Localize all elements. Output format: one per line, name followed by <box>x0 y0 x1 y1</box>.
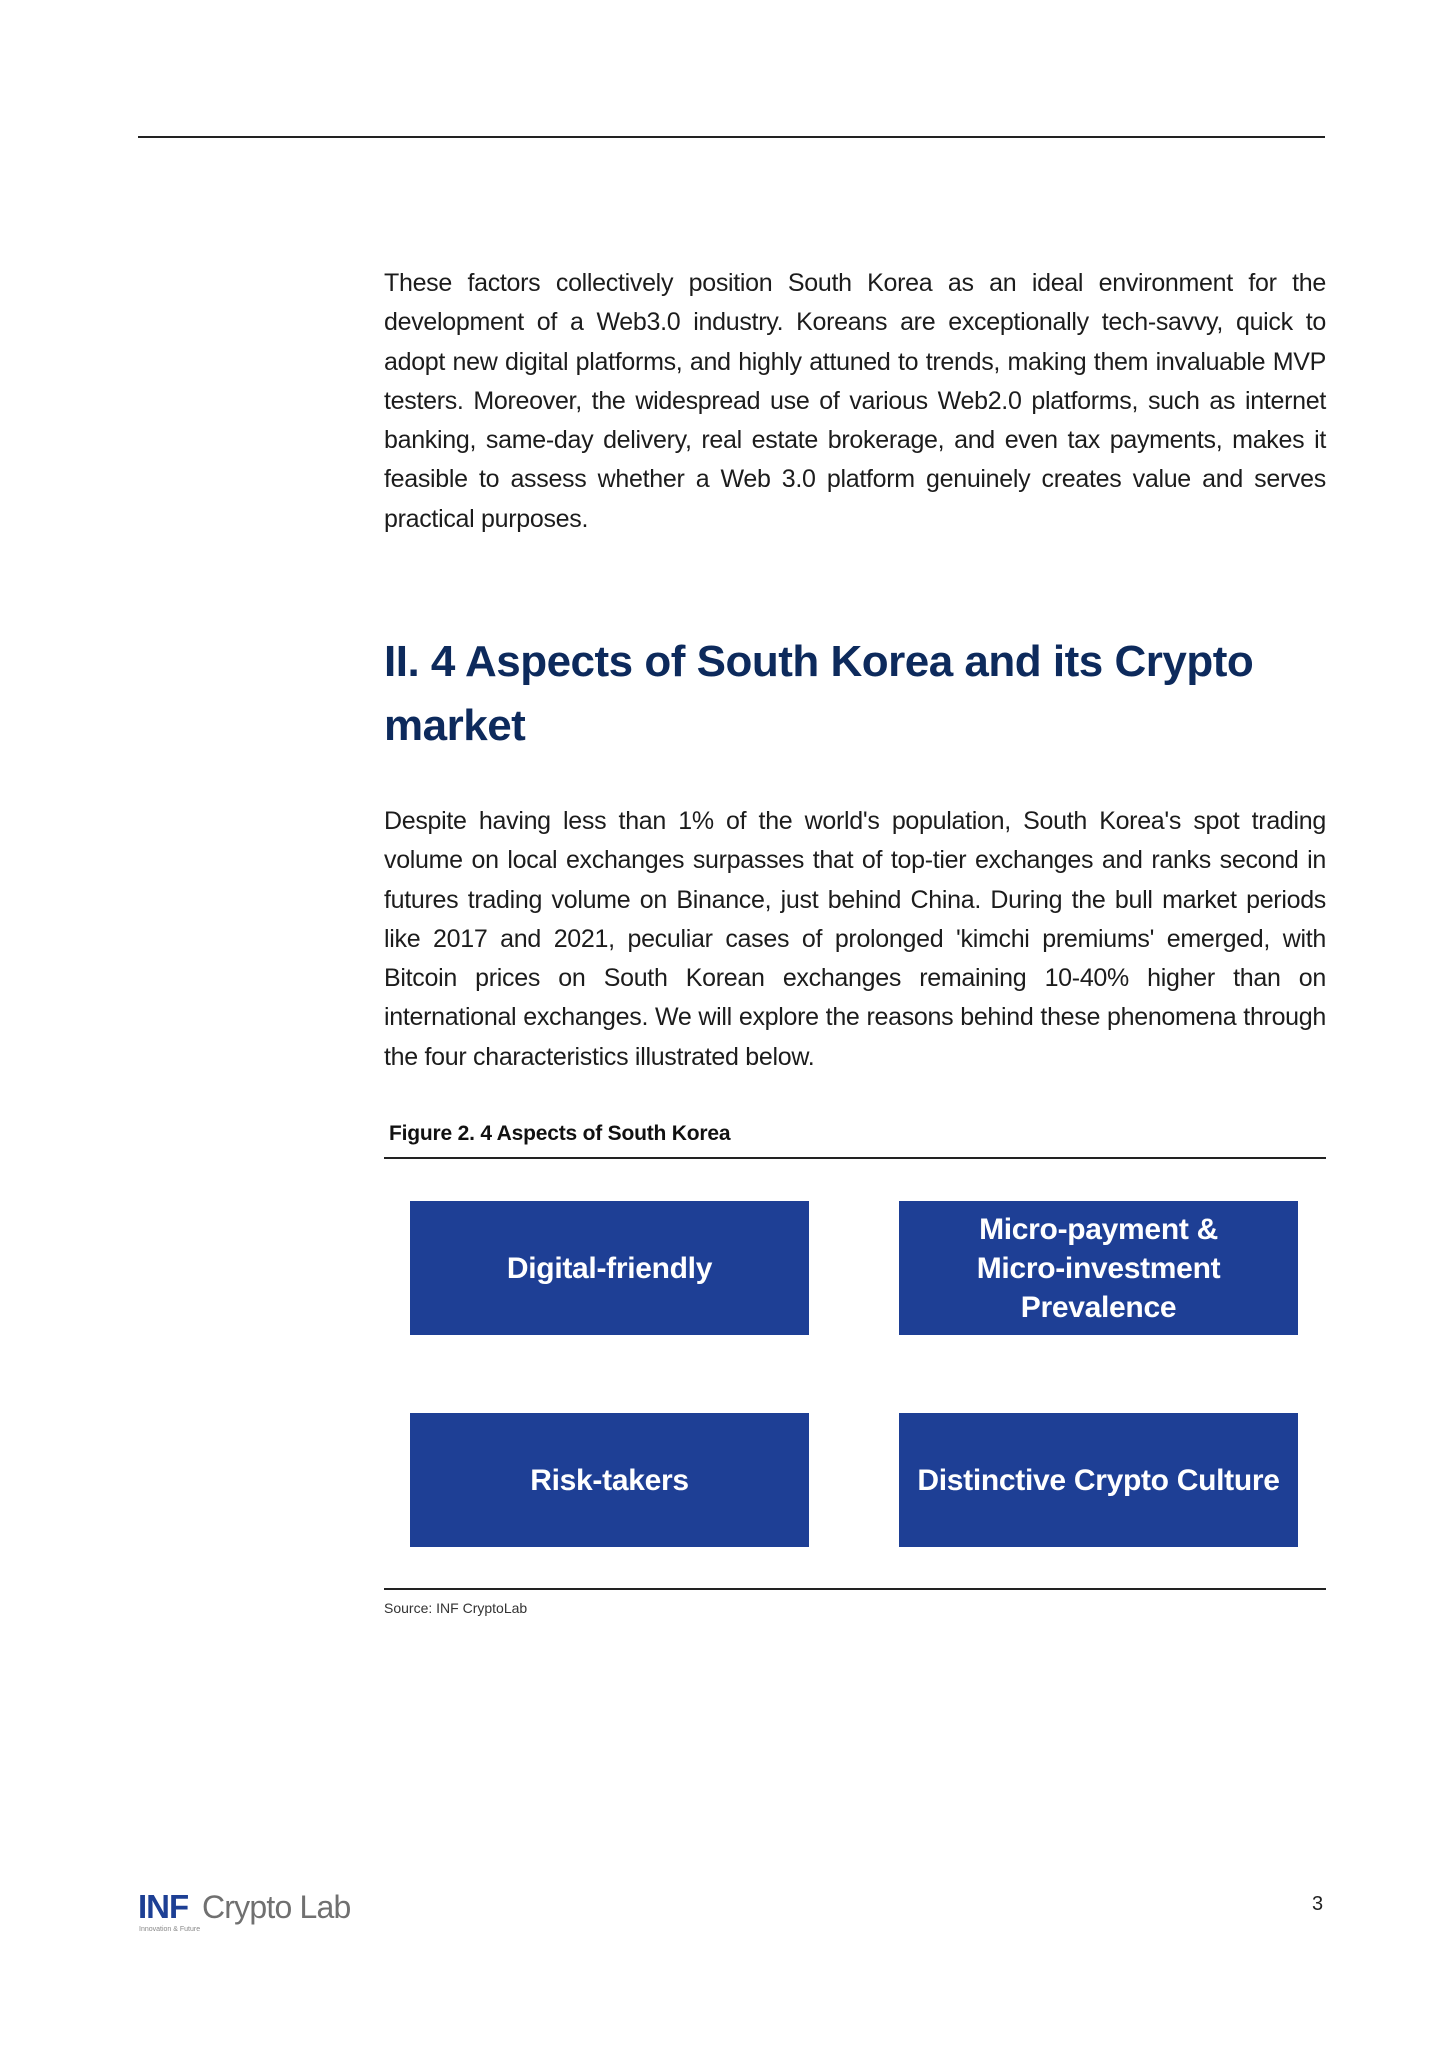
aspect-box-digital-friendly: Digital-friendly <box>410 1201 809 1335</box>
figure-bottom-rule <box>384 1588 1326 1590</box>
aspect-box-risk-takers: Risk-takers <box>410 1413 809 1547</box>
header-rule <box>138 136 1325 138</box>
figure-title: Figure 2. 4 Aspects of South Korea <box>389 1122 731 1145</box>
aspect-box-micro-payment: Micro-payment & Micro-investment Prevalence <box>899 1201 1298 1335</box>
page-number: 3 <box>1312 1893 1324 1915</box>
logo-tagline: Innovation & Future <box>139 1926 201 1933</box>
logo-cryptolab-text: Crypto Lab <box>202 1889 351 1925</box>
section-heading: II. 4 Aspects of South Korea and its Crypto market <box>384 637 1254 750</box>
section-paragraph: Despite having less than 1% of the world's population, South Korea's spot trading volume on local exchanges surpasses that of top-tier exchanges and ranks second in futures trading volume on Binance, just behind China. During the bull market periods like 2017 and 2021, peculiar cases of prolonged 'kimchi premiums' emerged, with Bitcoin prices on South Korean exchanges remaining 10-40% higher than on international exchanges. We will explore the reasons behind these phenomena through the four characteristics illustrated below. <box>384 807 1326 1071</box>
aspect-box-crypto-culture: Distinctive Crypto Culture <box>899 1413 1298 1547</box>
logo-inf-text: INF <box>138 1888 189 1925</box>
intro-paragraph: These factors collectively position South Korea as an ideal environment for the development of a Web3.0 industry. Koreans are exceptionally tech-savvy, quick to adopt new digital platforms, and highly attuned to trends, making them invaluable MVP testers. Moreover, the widespread use of various Web2.0 platforms, such as internet banking, same-day delivery, real estate brokerage, and even tax payments, makes it feasible to assess whether a Web 3.0 platform genuinely creates value and serves practical purposes. <box>384 269 1326 533</box>
figure-top-rule <box>384 1157 1326 1159</box>
figure-source: Source: INF CryptoLab <box>384 1600 528 1616</box>
inf-cryptolab-logo <box>138 1888 368 1938</box>
